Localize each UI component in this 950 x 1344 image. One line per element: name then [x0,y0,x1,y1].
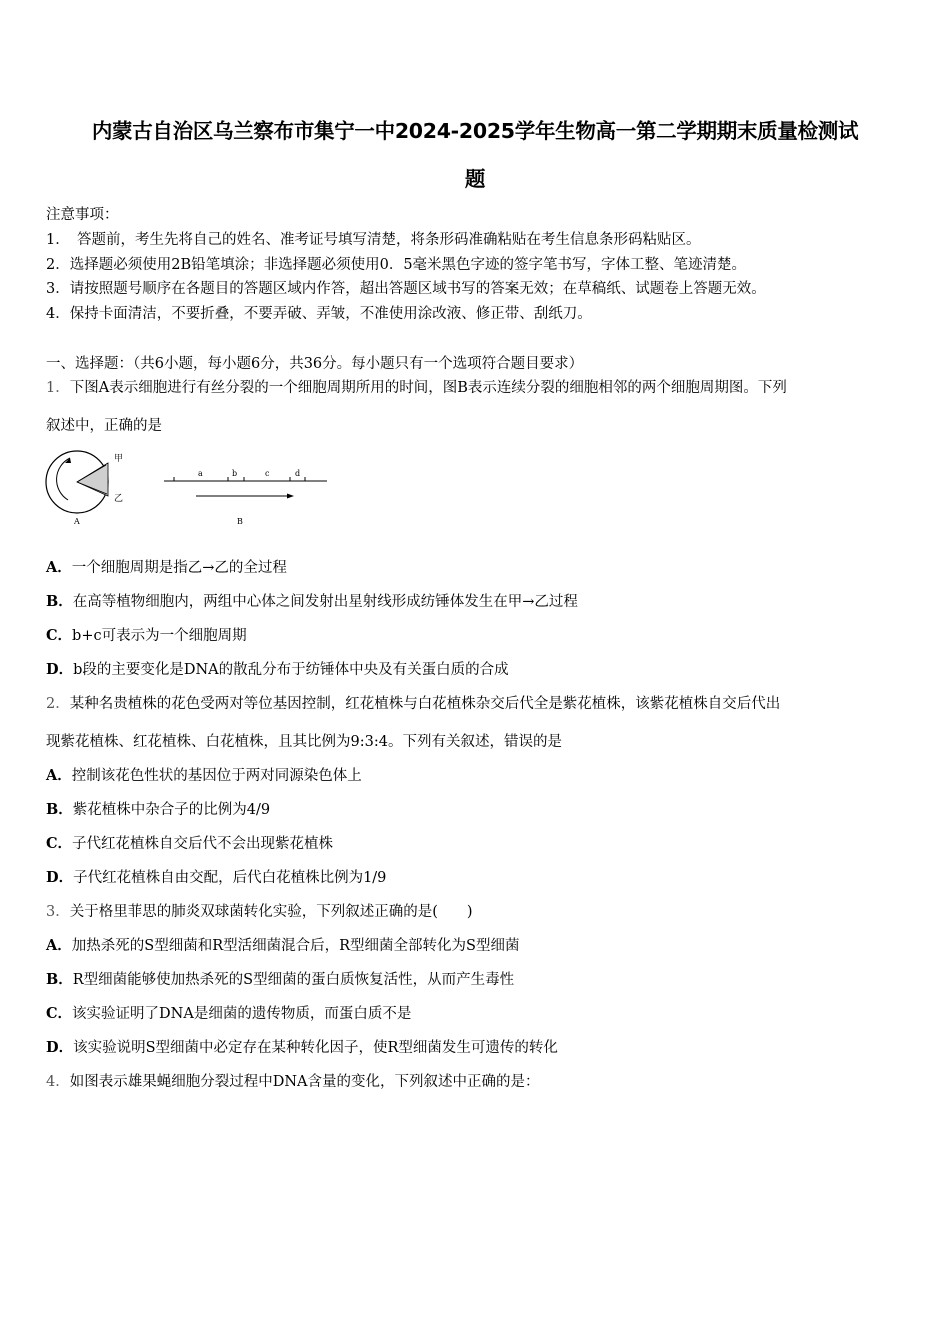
question-2-line1 [46,692,780,713]
label-figure-b: B [237,517,243,526]
notice-item-2: 2．选择题必须使用2B铅笔填涂；非选择题必须使用0．5毫米黑色字迹的签字笔书写，字体工整、笔迹清楚。 [46,257,747,273]
question-4-stem: 如图表示雄果蝇细胞分裂过程中DNA含量的变化，下列叙述中正确的是： [69,1074,540,1090]
section-heading: 一、选择题：（共6小题，每小题6分，共36分。每小题只有一个选项符合题目要求） [46,356,584,372]
notice-item-1: 1． 答题前，考生先将自己的姓名、准考证号填写清楚，将条形码准确粘贴在考生信息条形码粘贴区。 [46,232,701,248]
question-1-number: 1． [46,380,70,396]
question-1-stem: 下图A表示细胞进行有丝分裂的一个细胞周期所用的时间，图B表示连续分裂的细胞相邻的两个细胞周期图。下列 [69,380,787,396]
segment-label-d: d [295,469,301,478]
question-3-line1 [46,900,473,921]
cell-cycle-figure [44,444,344,534]
notice-heading: 注意事项： [46,207,119,223]
question-2-stem: 某种名贵植株的花色受两对等位基因控制，红花植株与白花植株杂交后代全是紫花植株，该紫花植株自交后代出 [69,696,781,712]
question-1-line1 [46,376,787,397]
question-4-number: 4． [46,1074,70,1090]
q1-option-b: B．在高等植物细胞内，两组中心体之间发射出星射线形成纺锤体发生在甲→乙过程 [46,593,578,610]
cycle-arrow-arc [57,458,70,500]
question-4-line1 [46,1070,540,1091]
segment-label-a: a [198,469,203,478]
q2-option-d: D．子代红花植株自由交配，后代白花植株比例为1/9 [46,869,387,886]
segment-label-c: c [265,469,270,478]
exam-title-line2: 题 [464,167,486,191]
q3-option-c: C．该实验证明了DNA是细菌的遗传物质，而蛋白质不是 [46,1005,412,1022]
question-2-number: 2． [46,696,70,712]
question-3-number: 3． [46,904,70,920]
q2-option-c: C．子代红花植株自交后代不会出现紫花植株 [46,835,334,852]
question-1-line2: 叙述中，正确的是 [46,418,162,434]
label-jia: 甲 [114,454,124,464]
segment-label-b: b [232,469,238,478]
q2-option-a: A．控制该花色性状的基因位于两对同源染色体上 [46,767,362,784]
notice-item-3: 3．请按照题号顺序在各题目的答题区域内作答，超出答题区域书写的答案无效；在草稿纸、试题卷上答题无效。 [46,281,766,297]
notice-item-4: 4．保持卡面清洁，不要折叠，不要弄破、弄皱，不准使用涂改液、修正带、刮纸刀。 [46,306,592,322]
q2-option-b: B．紫花植株中杂合子的比例为4/9 [46,801,271,818]
label-yi: 乙 [114,494,124,504]
q3-option-d: D．该实验说明S型细菌中必定存在某种转化因子，使R型细菌发生可遗传的转化 [46,1039,558,1056]
q3-option-a: A．加热杀死的S型细菌和R型活细菌混合后，R型细菌全部转化为S型细菌 [46,937,520,954]
q1-option-a: A．一个细胞周期是指乙→乙的全过程 [46,559,287,576]
q1-option-d: D．b段的主要变化是DNA的散乱分布于纺锤体中央及有关蛋白质的合成 [46,661,509,678]
question-3-stem: 关于格里菲思的肺炎双球菌转化实验，下列叙述正确的是( ) [69,904,473,920]
q3-option-b: B．R型细菌能够使加热杀死的S型细菌的蛋白质恢复活性，从而产生毒性 [46,971,515,988]
direction-arrow-head [287,494,294,499]
label-figure-a: A [74,517,80,526]
exam-title-line1: 内蒙古自治区乌兰察布市集宁一中2024-2025学年生物高一第二学期期末质量检测试 [91,119,859,143]
q1-option-c: C．b+c可表示为一个细胞周期 [46,627,247,644]
question-2-line2: 现紫花植株、红花植株、白花植株，且其比例为9:3:4。下列有关叙述，错误的是 [46,734,562,750]
